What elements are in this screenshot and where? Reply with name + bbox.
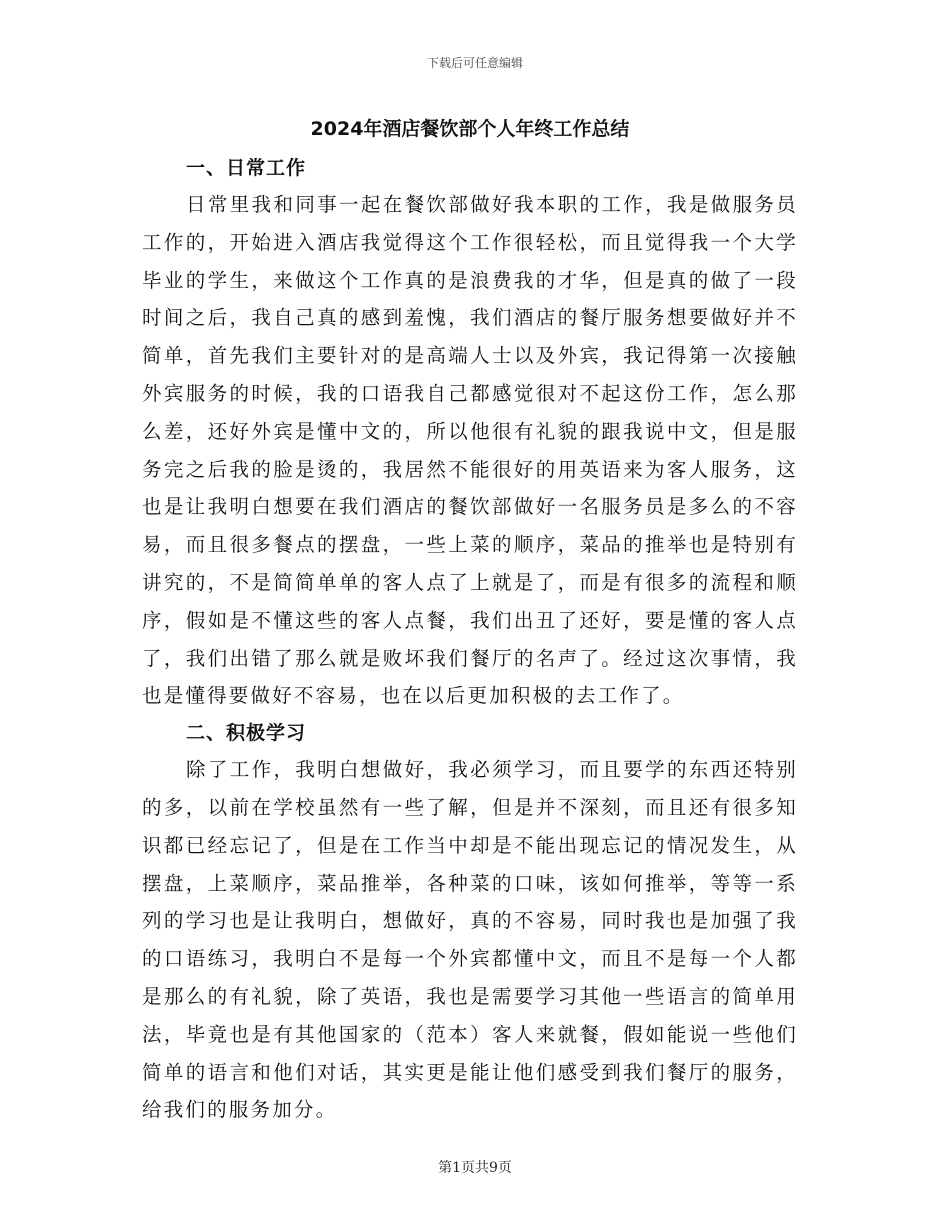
section-paragraph-daily-work: 日常里我和同事一起在餐饮部做好我本职的工作，我是做服务员工作的，开始进入酒店我觉得这个工作很轻松，而且觉得我一个大学毕业的学生，来做这个工作真的是浪费我的才华，但是真的做了一段时间之后，我自己真的感到羞愧，我们酒店的餐厅服务想要做好并不简单，首先我们主要针对的是高端人士以及外宾，我记得第一次接触外宾服务的时候，我的口语我自己都感觉很对不起这份工作，怎么那么差，还好外宾是懂中文的，所以他很有礼貌的跟我说中文，但是服务完之后我的脸是烫的，我居然不能很好的用英语来为客人服务，这也是让我明白想要在我们酒店的餐饮部做好一名服务员是多么的不容易，而且很多餐点的摆盘，一些上菜的顺序，菜品的推举也是特别有讲究的，不是简简单单的客人点了上就是了，而是有很多的流程和顺序，假如是不懂这些的客人点餐，我们出丑了还好，要是懂的客人点了，我们出错了那么就是败坏我们餐厅的名声了。经过这次事情，我也是懂得要做好不容易，也在以后更加积极的去工作了。 <box>142 193 798 708</box>
section-heading-daily-work: 一、日常工作 <box>186 157 307 179</box>
document-body <box>142 114 798 1129</box>
document-title: 2024年酒店餐饮部个人年终工作总结 <box>310 118 630 140</box>
section-heading-active-learning: 二、积极学习 <box>186 722 307 745</box>
section-paragraph-active-learning: 除了工作，我明白想做好，我必须学习，而且要学的东西还特别的多，以前在学校虽然有一些了解，但是并不深刻，而且还有很多知识都已经忘记了，但是在工作当中却是不能出现忘记的情况发生，从摆盘，上菜顺序，菜品推举，各种菜的口味，该如何推举，等等一系列的学习也是让我明白，想做好，真的不容易，同时我也是加强了我的口语练习，我明白不是每一个外宾都懂中文，而且不是每一个人都是那么的有礼貌，除了英语，我也是需要学习其他一些语言的简单用法，毕竟也是有其他国家的（范本）客人来就餐，假如能说一些他们简单的语言和他们对话，其实更是能让他们感受到我们餐厅的服务，给我们的服务加分。 <box>142 758 798 1122</box>
page-footer: 第1页共9页 <box>438 1160 512 1176</box>
header-note: 下载后可任意编辑 <box>426 56 523 70</box>
